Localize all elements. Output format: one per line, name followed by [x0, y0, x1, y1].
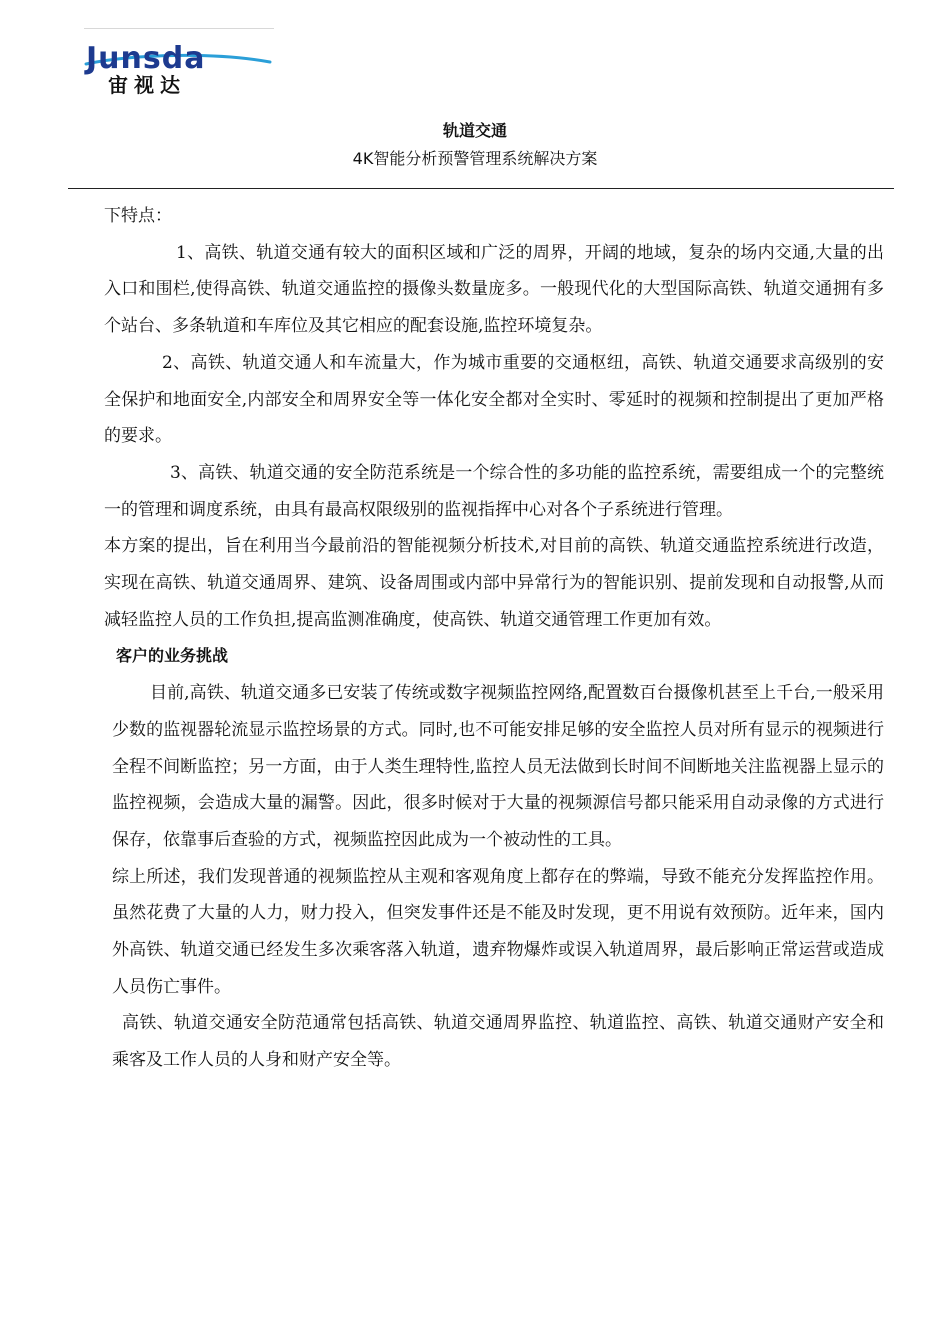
- paragraph-proposal: 本方案的提出，旨在利用当今最前沿的智能视频分析技术,对目前的高铁、轨道交通监控系统进行改造，实现在高铁、轨道交通周界、建筑、设备周围或内部中异常行为的智能识别、提前发现和自动报警,从而减轻监控人员的工作负担,提高监测准确度，使高铁、轨道交通管理工作更加有效。: [104, 536, 884, 630]
- paragraph-point-3: 3、高铁、轨道交通的安全防范系统是一个综合性的多功能的监控系统，需要组成一个的完整统一的管理和调度系统，由具有最高权限级别的监视指挥中心对各个子系统进行管理。: [104, 462, 884, 520]
- paragraph-summary: 综上所述，我们发现普通的视频监控从主观和客观角度上都存在的弊端，导致不能充分发挥监控作用。虽然花费了大量的人力，财力投入，但突发事件还是不能及时发现，更不用说有效预防。近年来，国内外高铁、轨道交通已经发生多次乘客落入轨道，遗弃物爆炸或误入轨道周界，最后影响正常运营或造成人员伤亡事件。: [112, 866, 884, 997]
- document-title: 轨道交通: [442, 121, 507, 140]
- logo-top-rule: [84, 28, 274, 29]
- logo-wordmark: Junsda: [86, 41, 206, 76]
- document-subtitle: 4K智能分析预警管理系统解决方案: [352, 149, 598, 168]
- paragraph-challenge: 目前,高铁、轨道交通多已安装了传统或数字视频监控网络,配置数百台摄像机甚至上千台,一般采用少数的监视器轮流显示监控场景的方式。同时,也不可能安排足够的安全监控人员对所有显示的视频进行全程不间断监控；另一方面，由于人类生理特性,监控人员无法做到长时间不间断地关注监视器上显示的监控视频，会造成大量的漏警。因此，很多时候对于大量的视频源信号都只能采用自动录像的方式进行保存，依靠事后查验的方式，视频监控因此成为一个被动性的工具。: [112, 683, 884, 850]
- company-logo: [84, 41, 274, 97]
- paragraph-point-2: 2、高铁、轨道交通人和车流量大，作为城市重要的交通枢纽，高铁、轨道交通要求高级别的安全保护和地面安全,内部安全和周界安全等一体化安全都对全实时、零延时的视频和控制提出了更加严格的要求。: [104, 352, 884, 447]
- paragraph-point-1: 1、高铁、轨道交通有较大的面积区域和广泛的周界，开阔的地域，复杂的场内交通,大量的出入口和围栏,使得高铁、轨道交通监控的摄像头数量庞多。一般现代化的大型国际高铁、轨道交通拥有多个站台、多条轨道和车库位及其它相应的配套设施,监控环境复杂。: [104, 242, 884, 337]
- section-heading: 客户的业务挑战: [116, 646, 229, 666]
- document-body: [104, 198, 884, 1079]
- paragraph-intro: 下特点：: [104, 206, 172, 226]
- paragraph-scope: 高铁、轨道交通安全防范通常包括高铁、轨道交通周界监控、轨道监控、高铁、轨道交通财产安全和乘客及工作人员的人身和财产安全等。: [112, 1013, 884, 1071]
- logo-chinese-name: 宙视达: [108, 73, 186, 97]
- header-divider: [68, 188, 894, 189]
